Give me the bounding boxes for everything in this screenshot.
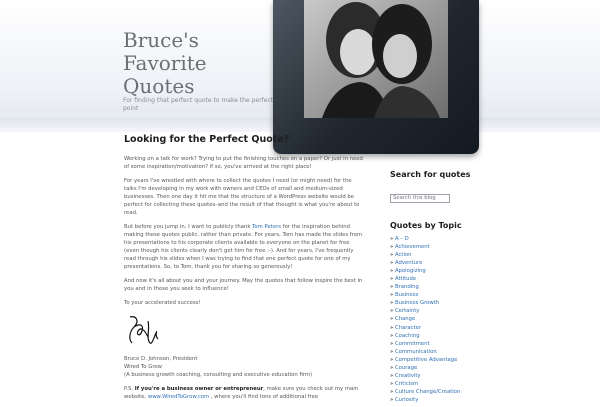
topic-item: » Change [390, 316, 416, 323]
topic-link-creativity[interactable]: Creativity [394, 373, 421, 380]
topic-link-action[interactable]: Action [394, 251, 412, 258]
topic-item: » Coaching [390, 332, 420, 339]
search-input[interactable] [390, 194, 450, 203]
topic-link-culture-change[interactable]: Culture Change/Creation [394, 389, 461, 396]
ps-after: , where you'll find tons of additional free [209, 394, 319, 400]
topic-item: » Commitment [390, 340, 430, 347]
search-heading: Search for quotes [390, 170, 471, 179]
topic-link-attitude[interactable]: Attitude [394, 275, 417, 282]
signature-description: (A business growth coaching, consulting and executive education firm) [124, 372, 313, 378]
background-paragraph: For years I've wrestled with where to collect the quotes I need (or might need) for the talks I'm developing in my work with owners and CEOs of small and medium-sized businesses. Then one day it hit me that the structure of a WordPress website would be perfect for collecting these quotes–and the result of that thought is what you're about to read. [124, 178, 360, 216]
topic-item: » Communication [390, 348, 437, 355]
main-content [124, 134, 364, 407]
sign-off: To your accelerated success! [124, 300, 201, 306]
topic-link-apologizing[interactable]: Apologizing [394, 267, 426, 274]
signature-company: Wired To Grow [124, 364, 162, 370]
topic-item: » Branding [390, 284, 419, 291]
topic-link-business[interactable]: Business [394, 292, 419, 299]
topic-link-certainty[interactable]: Certainty [394, 308, 420, 315]
topic-item: » Action [390, 251, 412, 258]
topic-link-curiosity[interactable]: Curiosity [394, 397, 419, 404]
topic-link-a-d[interactable]: A – D [394, 235, 409, 242]
topic-link-business-growth[interactable]: Business Growth [394, 300, 440, 307]
topic-link-criticism[interactable]: Criticism [394, 381, 419, 388]
topic-item: » Criticism [390, 381, 419, 388]
topics-list [390, 235, 500, 405]
topic-link-character[interactable]: Character [394, 324, 422, 331]
ps-prefix: P.S. [124, 386, 135, 392]
topic-item: » Creativity [390, 373, 421, 380]
ps-highlight: If you're a business owner or entrepreneur [134, 386, 264, 392]
wiredtogrow-link[interactable]: www.WiredToGrow.com [147, 394, 210, 400]
topic-link-coaching[interactable]: Coaching [394, 332, 420, 339]
signature-name: Bruce D. Johnson, President [124, 356, 198, 362]
ps-middle: , make sure you check out my main website, [124, 386, 359, 400]
postscript [124, 385, 364, 401]
topic-item: » Business Growth [390, 300, 440, 307]
topic-item: » Competitive Advantage [390, 356, 458, 363]
topic-link-achievement[interactable]: Achievement [394, 243, 430, 250]
topic-link-commitment[interactable]: Commitment [394, 340, 430, 347]
topic-item: » Adventure [390, 259, 423, 266]
topic-item: » Courage [390, 365, 418, 371]
topic-item: » A – D [390, 235, 409, 242]
topic-item: » Curiosity [390, 397, 419, 404]
signature-image [124, 313, 164, 349]
topics-heading: Quotes by Topic [390, 220, 462, 230]
topic-item: » Business [390, 292, 419, 299]
closing-paragraph: And now it's all about you and your journey. May the quotes that follow inspire the best in you and in those you seek to influence! [124, 278, 363, 292]
header-photo [304, 0, 448, 118]
sidebar [390, 170, 500, 404]
topic-item: » Apologizing [390, 267, 426, 274]
thanks-paragraph [124, 223, 364, 271]
topic-link-courage[interactable]: Courage [394, 365, 418, 371]
topic-item: » Character [390, 324, 422, 331]
site-title[interactable]: Bruce's Favorite Quotes [123, 28, 207, 98]
topic-item: » Certainty [390, 308, 420, 315]
topic-link-branding[interactable]: Branding [394, 284, 419, 291]
post-title[interactable]: Looking for the Perfect Quote? [124, 134, 290, 145]
topic-link-change[interactable]: Change [394, 316, 416, 323]
topic-link-adventure[interactable]: Adventure [394, 259, 423, 266]
intro-paragraph: Working on a talk for work? Trying to put the finishing touches on a paper? Or just in need of some inspiration/motivation? If so, you've arrived at the right place! [124, 156, 363, 170]
thanks-text-after: for the inspiration behind making these quotes public, rather than private. For years, Tom has made the slides from his presentations to his corporate clients available to everyone on the planet for free (even though his clients clearly don't get him for free :-). And for years, I've frequently read through his slides when I was trying to find that one perfect quote for one of my presentations. So, to Tom, thank you for sharing so generously! [124, 224, 363, 270]
topic-link-communication[interactable]: Communication [394, 348, 437, 355]
topic-item: » Culture Change/Creation [390, 389, 461, 396]
thanks-text-before: But before you jump in, I want to publicly thank [124, 224, 253, 230]
tom-peters-link[interactable]: Tom Peters [252, 224, 282, 230]
topic-link-competitive-advantage[interactable]: Competitive Advantage [394, 356, 458, 363]
header-photo-image [304, 0, 448, 118]
topic-item: » Achievement [390, 243, 430, 250]
topic-item: » Attitude [390, 275, 417, 282]
site-tagline: For finding that perfect quote to make the perfect point [123, 97, 273, 112]
